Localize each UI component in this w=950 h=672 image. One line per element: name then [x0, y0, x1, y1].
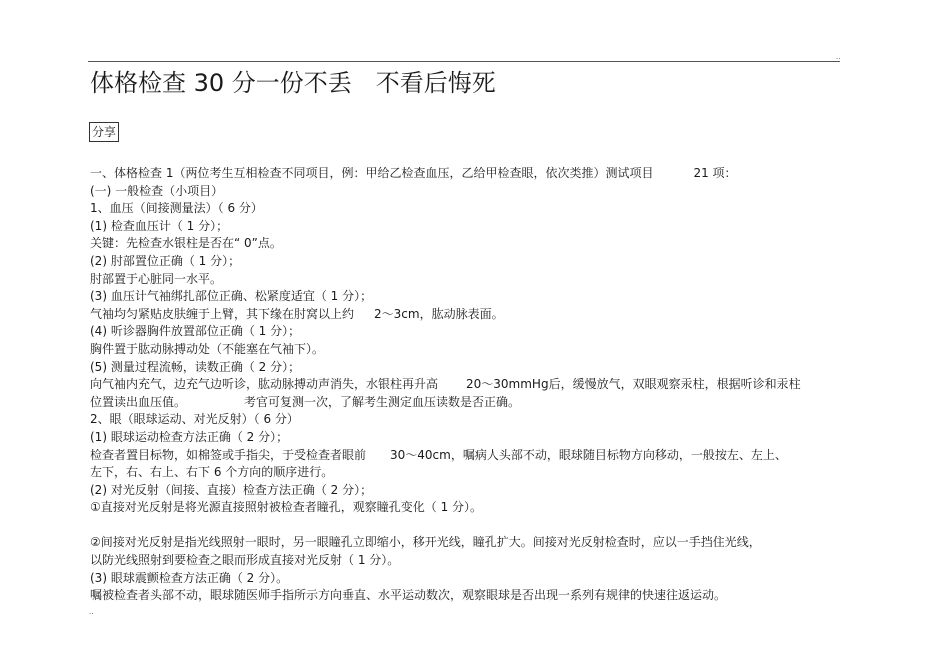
header-rule	[88, 61, 840, 62]
body-line: 关键：先检查水银柱是否在“ 0”点。	[90, 236, 282, 251]
sub-item: (4) 听诊器胸件放置部位正确（ 1 分）；	[90, 324, 301, 339]
item-heading: 1、血压（间接测量法）（ 6 分）	[90, 201, 263, 216]
body-line: 左下，右、右上、右下 6 个方向的顺序进行。	[90, 465, 334, 480]
body-line: 检查者置目标物，如棉签或手指尖，于受检查者眼前 30～40cm，嘱病人头部不动，眼球随目标物方向移动，一般按左、左上、	[90, 447, 787, 462]
subsection-heading: (一) 一般检查（小项目）	[90, 183, 224, 198]
corner-mark-bottom: ..	[89, 608, 94, 616]
section-heading: 一、体格检查 1（两位考生互相检查不同项目，例：甲给乙检查血压，乙给甲检查眼，依次类推）测试项目 21 项：	[90, 166, 737, 180]
body-line: 气袖均匀紧贴皮肤缠于上臂，其下缘在肘窝以上约 2～3cm，肱动脉表面。	[90, 306, 504, 321]
sub-item: (1) 眼球运动检查方法正确（ 2 分）；	[90, 429, 289, 444]
body-line: ②间接对光反射是指光线照射一眼时，另一眼瞳孔立即缩小，移开光线，瞳孔扩大。间接对光反射检查时，应以一手挡住光线，	[90, 535, 761, 550]
item-heading: 2、眼（眼球运动、对光反射）（ 6 分）	[90, 412, 299, 427]
body-line: ①直接对光反射是将光源直接照射被检查者瞳孔，观察瞳孔变化（ 1 分）。	[90, 500, 483, 515]
paragraph-gap	[90, 517, 830, 535]
sub-item: (2) 肘部置位正确（ 1 分）；	[90, 253, 241, 268]
body-line: 肘部置于心脏同一水平。	[90, 271, 223, 286]
sub-item: (3) 血压计气袖绑扎部位正确、松紧度适宜（ 1 分）；	[90, 289, 373, 304]
body-line: 位置读出血压值。 考官可复测一次，了解考生测定血压读数是否正确。	[90, 394, 521, 409]
sub-item: (2) 对光反射（间接、直接）检查方法正确（ 2 分）；	[90, 482, 373, 497]
body-line: 向气袖内充气，边充气边听诊，肱动脉搏动声消失，水银柱再升高 20～30mmHg后，缓慢放气，双眼观察汞柱，根据听诊和汞柱	[90, 377, 801, 392]
sub-item: (3) 眼球震颤检查方法正确（ 2 分）。	[90, 570, 289, 585]
document-title: 体格检查 30 分一份不丢 不看后悔死	[90, 69, 496, 97]
document-body	[90, 165, 830, 605]
sub-item: (5) 测量过程流畅，读数正确（ 2 分）；	[90, 359, 301, 374]
share-button[interactable]: 分享	[89, 122, 119, 142]
body-line: 嘱被检查者头部不动，眼球随医师手指所示方向垂直、水平运动数次，观察眼球是否出现一系列有规律的快速往返运动。	[90, 588, 727, 603]
sub-item: (1) 检查血压计（ 1 分）；	[90, 218, 229, 233]
body-line: 胸件置于肱动脉搏动处（不能塞在气袖下）。	[90, 341, 325, 356]
body-line: 以防光线照射到要检查之眼而形成直接对光反射（ 1 分）。	[90, 553, 400, 568]
corner-mark-top: ..	[836, 53, 841, 61]
